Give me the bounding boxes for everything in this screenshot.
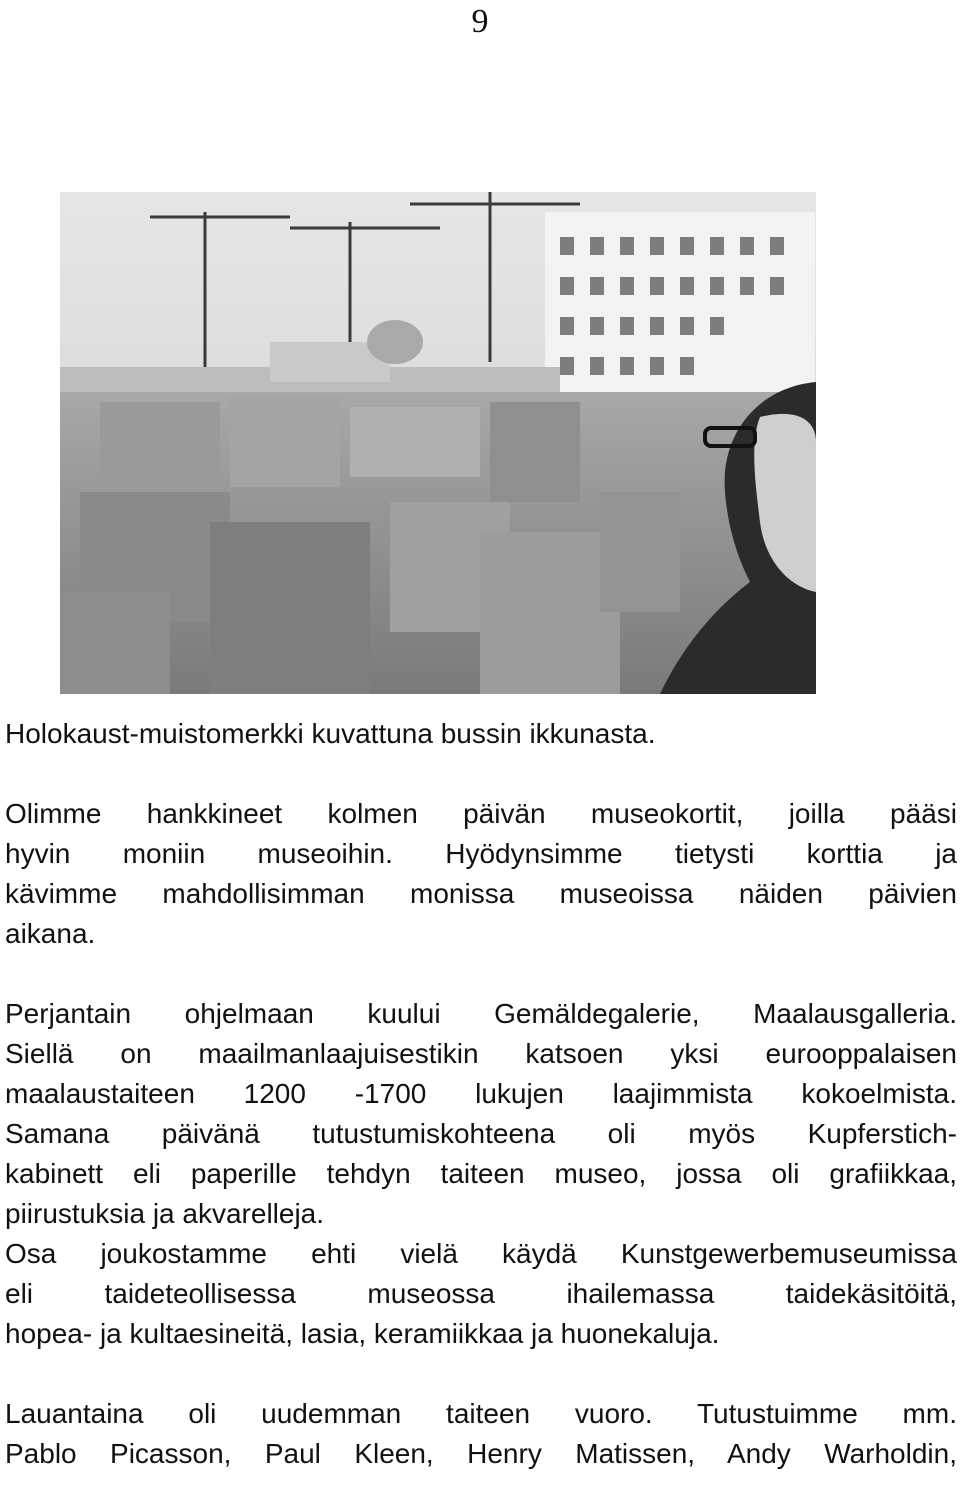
text-line: kävimme mahdollisimman monissa museoissa näiden päivien: [5, 878, 957, 909]
text-line: aikana.: [5, 918, 96, 949]
text-line: hyvin moniin museoihin. Hyödynsimme tietysti korttia ja: [5, 838, 957, 869]
paragraph-museum-cards: [5, 794, 957, 954]
memorial-photo-illustration: [60, 192, 816, 694]
paragraph-friday: [5, 994, 957, 1234]
text-line: Siellä on maailmanlaajuisestikin katsoen yksi eurooppalaisen: [5, 1038, 957, 1069]
text-line: piirustuksia ja akvarelleja.: [5, 1198, 325, 1229]
memorial-photo: [60, 192, 816, 694]
text-line: Pablo Picasson, Paul Kleen, Henry Matissen, Andy Warholdin,: [5, 1438, 957, 1469]
text-line: Samana päivänä tutustumiskohteena oli myös Kupferstich-: [5, 1118, 957, 1149]
photo-caption: Holokaust-muistomerkki kuvattuna bussin ikkunasta.: [5, 718, 656, 749]
text-line: Osa joukostamme ehti vielä käydä Kunstgewerbemuseumissa: [5, 1238, 957, 1269]
text-line: hopea- ja kultaesineitä, lasia, keramiikkaa ja huonekaluja.: [5, 1318, 720, 1349]
text-line: Perjantain ohjelmaan kuului Gemäldegalerie, Maalausgalleria.: [5, 998, 957, 1029]
page-number: 9: [471, 3, 489, 40]
text-line: maalaustaiteen 1200 -1700 lukujen laajimmista kokoelmista.: [5, 1078, 957, 1109]
text-line: Lauantaina oli uudemman taiteen vuoro. Tutustuimme mm.: [5, 1398, 957, 1429]
paragraph-saturday: [5, 1394, 957, 1474]
text-line: Olimme hankkineet kolmen päivän museokortit, joilla pääsi: [5, 798, 957, 829]
paragraph-kunstgewerbemuseum: [5, 1234, 957, 1354]
text-line: kabinett eli paperille tehdyn taiteen museo, jossa oli grafiikkaa,: [5, 1158, 957, 1189]
text-line: eli taideteollisessa museossa ihailemassa taidekäsitöitä,: [5, 1278, 957, 1309]
